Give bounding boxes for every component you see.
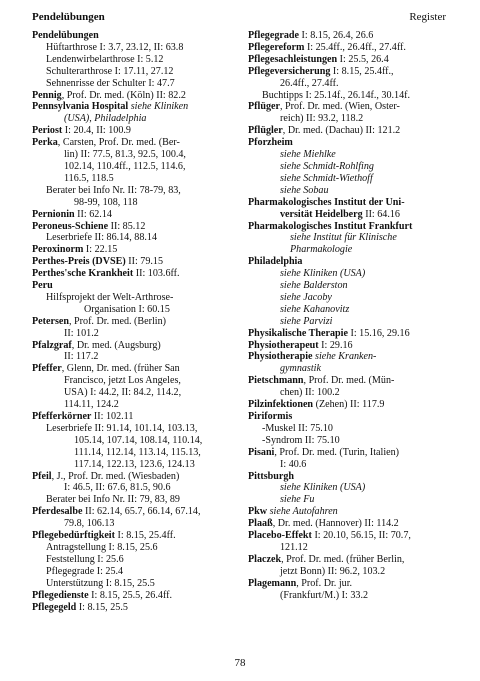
- cross-reference: gymnastik: [280, 363, 321, 375]
- index-line: [248, 30, 454, 42]
- index-line: [32, 363, 237, 375]
- index-line: [248, 542, 454, 554]
- index-locator: I: 29.16: [318, 339, 353, 351]
- index-line: [32, 542, 237, 554]
- index-line: [248, 471, 454, 483]
- index-column-right: [248, 30, 454, 602]
- index-locator: II: 101.2: [64, 327, 99, 339]
- index-line: [32, 578, 237, 590]
- index-term: Pkw: [248, 506, 268, 518]
- index-term: Peru: [32, 280, 53, 292]
- index-locator: I: 46.5, II: 67.6, 81.5, 90.6: [64, 482, 171, 494]
- index-line: [248, 209, 454, 221]
- index-locator: Leserbriefe II: 91.14, 101.14, 103.13,: [46, 422, 198, 434]
- index-line: [32, 268, 237, 280]
- index-locator: , Prof. Dr. med. (Wien, Oster-: [279, 101, 400, 113]
- index-line: [248, 101, 454, 113]
- index-line: [32, 161, 237, 173]
- cross-reference: siehe Fu: [280, 494, 315, 506]
- index-term: Piriformis: [248, 411, 293, 422]
- index-locator: , Glenn, Dr. med. (früher San: [61, 363, 180, 375]
- index-locator: I: 40.6: [280, 458, 307, 470]
- cross-reference: siehe Kliniken: [128, 101, 189, 113]
- index-locator: I: 20.4, II: 100.9: [62, 125, 131, 137]
- index-locator: , Dr. med. (Dachau) II: 121.2: [282, 125, 401, 137]
- index-locator: II: 62.14: [74, 208, 112, 220]
- index-line: [32, 423, 237, 435]
- index-term: Pendelübungen: [32, 30, 99, 41]
- index-line: [32, 494, 237, 506]
- index-locator: Hilfsprojekt der Welt-Arthrose-: [46, 291, 174, 303]
- index-term: Pfeil: [32, 470, 52, 482]
- index-line: [32, 244, 237, 256]
- index-term: Plagemann: [248, 577, 297, 589]
- index-locator: lin) II: 77.5, 81.3, 92.5, 100.4,: [64, 149, 186, 161]
- index-line: [248, 340, 454, 352]
- index-line: [248, 363, 454, 375]
- index-locator: Leserbriefe II: 86.14, 88.14: [46, 232, 157, 244]
- cross-reference: siehe Kliniken (USA): [280, 268, 366, 280]
- index-term: versität Heidelberg: [280, 208, 363, 220]
- index-line: [32, 328, 237, 340]
- index-locator: Berater bei Info Nr. II: 79, 83, 89: [46, 494, 180, 506]
- index-locator: , Dr. med. (Augsburg): [71, 339, 161, 351]
- index-line: [32, 292, 237, 304]
- index-term: Pisani: [248, 446, 275, 458]
- index-term: Pennig: [32, 89, 62, 101]
- index-line: [248, 411, 454, 423]
- index-term: Pforzheim: [248, 137, 293, 149]
- index-locator: I: 8.15, 25.4ff.: [114, 530, 176, 542]
- index-line: [248, 399, 454, 411]
- index-locator: -Muskel II: 75.10: [262, 422, 333, 434]
- index-locator: II: 64.16: [362, 208, 400, 220]
- index-line: [32, 316, 237, 328]
- index-line: [32, 506, 237, 518]
- index-term: Pennsylvania Hospital: [32, 101, 129, 113]
- index-term: Pflegesachleistungen: [248, 53, 338, 65]
- index-locator: II: 103.6ff.: [133, 268, 180, 280]
- index-line: [248, 518, 454, 530]
- index-line: [248, 221, 454, 233]
- cross-reference: siehe Balderston: [280, 280, 348, 292]
- index-line: [32, 173, 237, 185]
- index-locator: , Prof. Dr. jur.: [296, 577, 353, 589]
- index-line: [32, 590, 237, 602]
- page-number: 78: [234, 657, 246, 669]
- index-locator: I: 8.15, 25.5, 26.4ff.: [88, 589, 172, 601]
- index-term: Pflegegeld: [32, 601, 77, 613]
- index-term: Perthes'sche Krankheit: [32, 268, 134, 280]
- index-line: [248, 244, 454, 256]
- index-line: [248, 459, 454, 471]
- index-locator: reich) II: 93.2, 118.2: [280, 113, 364, 125]
- index-term: Petersen: [32, 315, 69, 327]
- index-line: [248, 66, 454, 78]
- index-line: [32, 54, 237, 66]
- index-locator: , Prof. Dr. med. (Köln) II: 82.2: [61, 89, 186, 101]
- running-head: [32, 10, 446, 26]
- index-line: [32, 137, 237, 149]
- index-line: [248, 554, 454, 566]
- index-term: Pharmakologisches Institut Frankfurt: [248, 220, 413, 232]
- index-line: [248, 125, 454, 137]
- index-term: Pflüger: [248, 101, 280, 113]
- index-locator: I: 25.5, 26.4: [337, 53, 389, 65]
- cross-reference: siehe Kranken-: [312, 351, 377, 363]
- index-line: [32, 340, 237, 352]
- index-term: Philadelphia: [248, 256, 303, 268]
- index-locator: II: 117.2: [64, 351, 99, 363]
- index-line: [32, 482, 237, 494]
- index-term: Plaaß: [248, 518, 273, 530]
- index-term: Pfalzgraf: [32, 339, 72, 351]
- index-term: Pernionin: [32, 208, 75, 220]
- index-locator: , Dr. med. (Hannover) II: 114.2: [272, 518, 399, 530]
- running-head-right: Register: [409, 11, 446, 23]
- index-locator: 121.12: [280, 541, 308, 553]
- index-term: Physikalische Therapie: [248, 327, 348, 339]
- cross-reference: siehe Sobau: [280, 184, 329, 196]
- index-locator: , Prof. Dr. med. (Mün-: [303, 375, 395, 387]
- index-term: Periost: [32, 125, 63, 137]
- index-term: Pfeffer: [32, 363, 62, 375]
- index-line: [248, 268, 454, 280]
- index-line: [32, 411, 237, 423]
- index-column-left: [32, 30, 237, 613]
- index-term: Pflegedienste: [32, 589, 89, 601]
- index-line: [248, 482, 454, 494]
- index-line: [248, 54, 454, 66]
- index-locator: Lendenwirbelarthrose I: 5.12: [46, 53, 164, 65]
- index-line: [32, 530, 237, 542]
- index-line: [248, 566, 454, 578]
- index-term: Pflegebedürftigkeit: [32, 530, 115, 542]
- index-locator: I: 15.16, 29.16: [347, 327, 410, 339]
- index-line: [32, 221, 237, 233]
- index-line: [248, 506, 454, 518]
- index-locator: , Prof. Dr. med. (früher Berlin,: [281, 553, 405, 565]
- index-line: [32, 101, 237, 113]
- index-locator: I: 25.4ff., 26.4ff., 27.4ff.: [304, 41, 406, 53]
- index-line: [248, 423, 454, 435]
- index-line: [248, 530, 454, 542]
- index-line: [248, 113, 454, 125]
- index-line: [32, 399, 237, 411]
- index-line: [32, 435, 237, 447]
- index-line: [32, 554, 237, 566]
- cross-reference: Pharmakologie: [290, 244, 353, 256]
- index-locator: 26.4ff., 27.4ff.: [280, 77, 339, 89]
- index-locator: (Zehen) II: 117.9: [313, 399, 385, 411]
- index-locator: 102.14, 110.4ff., 112.5, 114.6,: [64, 160, 186, 172]
- index-line: [248, 351, 454, 363]
- index-term: Perka: [32, 137, 58, 149]
- index-line: [32, 602, 237, 614]
- index-term: Pilzinfektionen: [248, 399, 314, 411]
- index-line: [32, 209, 237, 221]
- index-line: [248, 90, 454, 102]
- index-line: [32, 447, 237, 459]
- index-line: [32, 66, 237, 78]
- index-locator: 114.11, 124.2: [64, 399, 119, 411]
- index-locator: Feststellung I: 25.6: [46, 553, 124, 565]
- index-line: [32, 304, 237, 316]
- index-locator: , Carsten, Prof. Dr. med. (Ber-: [57, 137, 180, 149]
- index-term: Peroneus-Schiene: [32, 220, 109, 232]
- index-line: [248, 256, 454, 268]
- index-locator: II: 79.15: [125, 256, 164, 268]
- index-term: Physiotherapie: [248, 351, 313, 363]
- index-line: [248, 149, 454, 161]
- cross-reference: siehe Autofahren: [267, 506, 338, 518]
- index-line: [32, 459, 237, 471]
- index-line: [248, 197, 454, 209]
- index-locator: Organisation I: 60.15: [84, 303, 170, 315]
- index-locator: I: 20.10, 56.15, II: 70.7,: [311, 530, 411, 542]
- index-term: Placzek: [248, 553, 282, 565]
- cross-reference: siehe Kahanovitz: [280, 303, 350, 315]
- index-locator: chen) II: 100.2: [280, 387, 340, 399]
- index-line: [248, 578, 454, 590]
- index-locator: Schulterarthrose I: 17.11, 27.12: [46, 65, 174, 77]
- cross-reference: siehe Schmidt-Wiethoff: [280, 172, 373, 184]
- index-line: [32, 149, 237, 161]
- index-locator: Sehnenrisse der Schulter I: 47.7: [46, 77, 175, 89]
- index-locator: 98-99, 108, 118: [74, 196, 138, 208]
- index-locator: Antragstellung I: 8.15, 25.6: [46, 541, 158, 553]
- index-locator: II: 85.12: [108, 220, 146, 232]
- index-locator: I: 22.15: [83, 244, 118, 256]
- index-line: [248, 42, 454, 54]
- index-term: Physiotherapeut: [248, 339, 319, 351]
- index-term: Pflegeversicherung: [248, 65, 331, 77]
- index-line: [248, 137, 454, 149]
- index-line: [248, 387, 454, 399]
- index-term: Pittsburgh: [248, 470, 294, 482]
- index-term: Perthes-Preis (DVSE): [32, 256, 126, 268]
- index-locator: Buchtipps I: 25.14f., 26.14f., 30.14f.: [262, 89, 411, 101]
- index-locator: (Frankfurt/M.) I: 33.2: [280, 589, 369, 601]
- index-line: [248, 328, 454, 340]
- index-line: [248, 161, 454, 173]
- index-locator: 111.14, 112.14, 113.14, 115.13,: [74, 446, 201, 458]
- index-term: Pfefferkörner: [32, 411, 92, 422]
- index-locator: USA) I: 44.2, II: 84.2, 114.2,: [64, 387, 182, 399]
- index-line: [32, 566, 237, 578]
- index-line: [248, 185, 454, 197]
- index-line: [32, 30, 237, 42]
- index-line: [248, 590, 454, 602]
- index-line: [32, 518, 237, 530]
- index-locator: I: 8.15, 25.5: [76, 601, 128, 613]
- index-line: [248, 173, 454, 185]
- index-locator: , Prof. Dr. med. (Turin, Italien): [274, 446, 400, 458]
- index-locator: I: 8.15, 26.4, 26.6: [299, 30, 374, 41]
- index-line: [248, 232, 454, 244]
- index-line: [248, 78, 454, 90]
- index-line: [32, 375, 237, 387]
- cross-reference: siehe Schmidt-Rohlfing: [280, 160, 374, 172]
- index-locator: Pflegegrade I: 25.4: [46, 565, 124, 577]
- index-term: Pflegereform: [248, 41, 305, 53]
- index-locator: , Prof. Dr. med. (Berlin): [69, 315, 166, 327]
- index-line: [32, 90, 237, 102]
- index-term: Pflügler: [248, 125, 283, 137]
- index-line: [32, 256, 237, 268]
- index-term: Pferdesalbe: [32, 506, 83, 518]
- index-term: Peroxinorm: [32, 244, 84, 256]
- index-locator: II: 62.14, 65.7, 66.14, 67.14,: [82, 506, 201, 518]
- index-locator: II: 102.11: [91, 411, 134, 422]
- cross-reference: siehe Kliniken (USA): [280, 482, 366, 494]
- index-locator: I: 8.15, 25.4ff.,: [330, 65, 394, 77]
- cross-reference: siehe Parvizi: [280, 315, 333, 327]
- index-line: [32, 232, 237, 244]
- cross-reference: siehe Jacoby: [280, 291, 332, 303]
- index-line: [32, 280, 237, 292]
- index-line: [248, 292, 454, 304]
- index-line: [248, 280, 454, 292]
- index-line: [32, 42, 237, 54]
- cross-reference: siehe Miehlke: [280, 149, 336, 161]
- index-locator: Francisco, jetzt Los Angeles,: [64, 375, 181, 387]
- index-line: [248, 435, 454, 447]
- index-line: [248, 375, 454, 387]
- index-term: Pflegegrade: [248, 30, 300, 41]
- index-locator: jetzt Bonn) II: 96.2, 103.2: [280, 565, 386, 577]
- index-locator: -Syndrom II: 75.10: [262, 434, 340, 446]
- index-term: Placebo-Effekt: [248, 530, 312, 542]
- index-term: Pharmakologisches Institut der Uni-: [248, 196, 405, 208]
- index-locator: 117.14, 122.13, 123.6, 124.13: [74, 458, 195, 470]
- cross-reference: siehe Institut für Klinische: [290, 232, 397, 244]
- index-line: [248, 316, 454, 328]
- index-line: [32, 113, 237, 125]
- index-locator: 105.14, 107.14, 108.14, 110.14,: [74, 434, 203, 446]
- index-line: [32, 185, 237, 197]
- cross-reference: (USA), Philadelphia: [64, 113, 147, 125]
- index-line: [248, 447, 454, 459]
- index-line: [32, 125, 237, 137]
- running-head-left: Pendelübungen: [32, 11, 105, 23]
- index-line: [248, 494, 454, 506]
- index-locator: Berater bei Info Nr. II: 78-79, 83,: [46, 184, 181, 196]
- index-line: [32, 351, 237, 363]
- index-line: [248, 304, 454, 316]
- index-line: [32, 197, 237, 209]
- index-locator: , J., Prof. Dr. med. (Wiesbaden): [51, 470, 180, 482]
- index-term: Pietschmann: [248, 375, 304, 387]
- index-locator: 79.8, 106.13: [64, 518, 115, 530]
- index-locator: Unterstützung I: 8.15, 25.5: [46, 577, 155, 589]
- index-line: [32, 78, 237, 90]
- index-locator: 116.5, 118.5: [64, 172, 114, 184]
- index-line: [32, 387, 237, 399]
- index-line: [32, 471, 237, 483]
- index-locator: Hüftarthrose I: 3.7, 23.12, II: 63.8: [46, 41, 184, 53]
